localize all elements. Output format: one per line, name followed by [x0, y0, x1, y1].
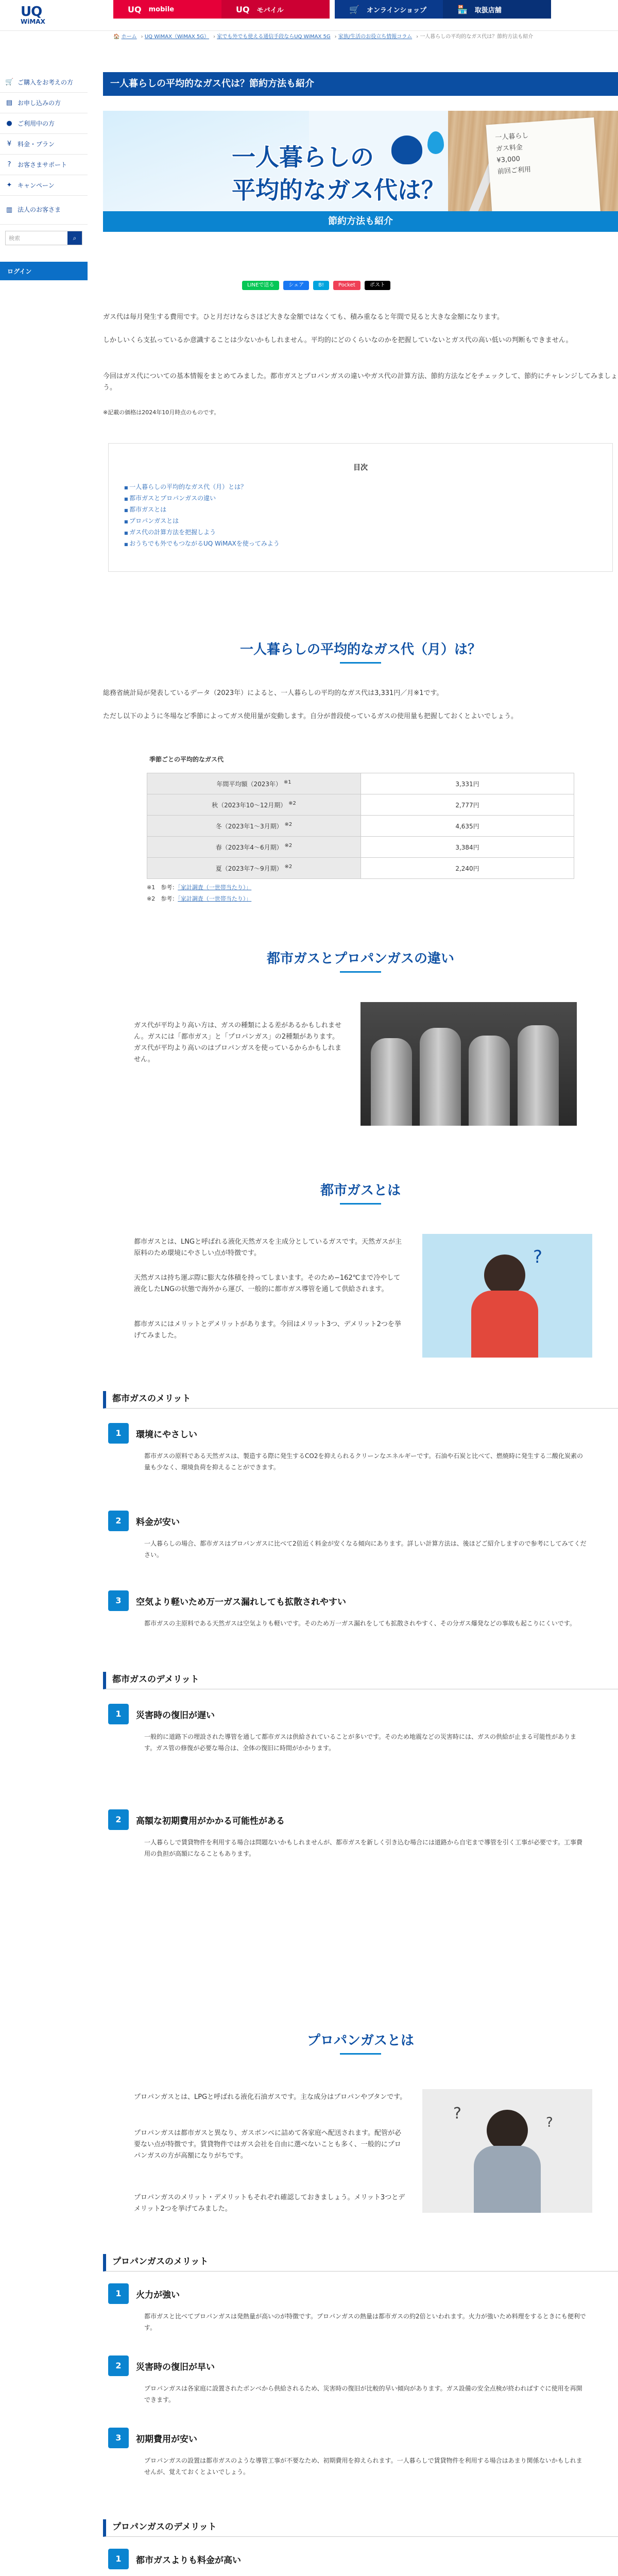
merit-heading — [108, 1510, 180, 1532]
sidebar-item-purchase[interactable] — [0, 72, 88, 93]
toc-item[interactable]: ■ 都市ガスとは — [124, 504, 612, 516]
number-badge: 2 — [108, 1511, 129, 1531]
tab-label: 取扱店舗 — [474, 6, 502, 14]
table-label: 年間平均額（2023年） $^{※1}$ — [147, 773, 361, 794]
gas-cylinders-photo — [360, 1002, 577, 1126]
table-row — [147, 858, 574, 879]
merit-heading — [108, 1422, 197, 1445]
section-paragraph: プロパンガスとは、LPGと呼ばれる液化石油ガスです。主な成分はプロパンやブタンです。 — [134, 2093, 407, 2101]
user-icon: ● — [6, 119, 12, 127]
demerit-heading — [108, 1808, 285, 1831]
tab-label: モバイル — [256, 6, 284, 14]
title-underline — [340, 2053, 381, 2055]
source-link[interactable]: 「家計調査（一世帯当たり）」 — [178, 895, 252, 902]
number-badge: 3 — [108, 1590, 129, 1611]
sidebar-item-support[interactable] — [0, 155, 88, 175]
breadcrumb-home[interactable]: ホーム — [121, 34, 137, 40]
share-hatena-button[interactable]: B! — [313, 281, 329, 290]
share-buttons — [242, 281, 390, 290]
merit-title: 空気より軽いため万一ガス漏れしても拡散されやすい — [136, 1597, 346, 1607]
table-value: 4,635円 — [361, 816, 574, 837]
breadcrumb-column[interactable]: 家族/生活のお役立ち情報コラム — [338, 34, 413, 40]
number-badge: 1 — [108, 2549, 129, 2569]
share-x-button[interactable]: ポスト — [365, 281, 390, 290]
table-value: 2,777円 — [361, 794, 574, 816]
merit-heading — [108, 2282, 180, 2305]
document-icon: ▤ — [6, 98, 13, 107]
hero-image — [103, 111, 618, 232]
toc-item[interactable]: ■ ガス代の計算方法を把握しよう — [124, 527, 612, 538]
source-link[interactable]: 「家計調査（一世帯当たり）」 — [178, 884, 252, 891]
merit-heading — [108, 1589, 346, 1612]
toc-item[interactable]: ■ 一人暮らしの平均的なガス代（月）とは？ — [124, 482, 612, 493]
gas-cost-table — [147, 773, 574, 879]
demerit-title: 高額な初期費用がかかる可能性がある — [136, 1816, 285, 1826]
merit-text: プロパンガスは各家庭に設置されたボンベから供給されるため、災害時の復旧が比較的早い傾向があります。ガス設備の安全点検が終わればすぐに使用を再開できます。 — [144, 2385, 582, 2403]
tab-label: オンラインショップ — [366, 6, 426, 14]
tab-online-shop[interactable] — [335, 0, 443, 19]
sidebar-item-business[interactable] — [0, 196, 88, 225]
hero-subtitle: 節約方法も紹介 — [103, 211, 618, 232]
demerit-text: 一般的に道路下の埋設された導管を通して都市ガスは供給されていることが多いです。そのため地震などの災害時には、ガスの供給が止まる可能性があります。ガス管の修復が必要な場合は、全体の復旧に時間がかかります。 — [144, 1733, 577, 1752]
intro-paragraph: 今回はガス代についての基本情報をまとめてみました。都市ガスとプロパンガスの違いやガス代の計算方法、節約方法などをチェックして、節約にチャレンジしてみましょう。 — [103, 372, 618, 392]
section-title: プロパンガスとは — [306, 2033, 414, 2048]
search-input[interactable]: 検索 — [9, 235, 20, 242]
receipt-line: 前回ご利用 — [497, 165, 531, 176]
toc-list — [124, 482, 612, 550]
receipt-line: ¥3,000 — [496, 155, 521, 165]
section-paragraph: ガス代が平均より高い方は、ガスの種類による差があるかもしれません。ガスには「都市ガス」と「プロパンガス」の2種類があります。ガス代が平均より高いのはプロパンガスを使っているからかもしれません。 — [134, 1022, 342, 1063]
receipt-line: 一人暮らし — [494, 131, 529, 142]
store-icon: 🏪 — [457, 4, 468, 14]
table-label: 冬（2023年1〜3月期） $^{※2}$ — [147, 816, 361, 837]
subsection-heading: プロパンガスのメリット — [103, 2254, 618, 2272]
tab-mark: UQ — [236, 4, 250, 14]
login-button[interactable] — [0, 262, 88, 280]
cart-icon: 🛒 — [5, 78, 14, 86]
section-title: 一人暮らしの平均的なガス代（月）は？ — [239, 642, 481, 657]
cart-icon: 🛒 — [349, 4, 359, 14]
table-caption: 季節ごとの平均的なガス代 — [149, 756, 224, 763]
merit-heading — [108, 2354, 215, 2377]
logo-uq: UQ — [21, 4, 42, 20]
tab-mark: UQ — [128, 4, 142, 14]
intro-paragraph: ガス代は毎月発生する費用です。ひと月だけならさほど大きな金額ではなくても、積み重なると年間で見ると大きな金額になります。 — [103, 313, 504, 321]
header-nav — [113, 0, 551, 19]
sidebar-item-label: 法人のお客さま — [18, 206, 61, 213]
search-icon[interactable]: ⌕ — [67, 231, 82, 245]
demerit-heading — [108, 2548, 241, 2570]
demerit-heading — [108, 1703, 215, 1725]
logo-wimax: WiMAX — [21, 18, 45, 25]
table-label: 秋（2023年10〜12月期） $^{※2}$ — [147, 794, 361, 816]
title-underline — [340, 662, 381, 664]
title-underline — [340, 971, 381, 973]
sidebar-item-plans[interactable] — [0, 134, 88, 155]
tab-uq-mobile-jp[interactable] — [221, 0, 330, 19]
number-badge: 3 — [108, 2428, 129, 2448]
merit-title: 環境にやさしい — [136, 1429, 197, 1440]
subsection-heading: 都市ガスのデメリット — [103, 1672, 618, 1689]
toc-item[interactable]: ■ 都市ガスとプロパンガスの違い — [124, 493, 612, 504]
merit-title: 災害時の復旧が早い — [136, 2362, 215, 2372]
thinking-woman-photo — [422, 1234, 592, 1358]
table-row — [147, 816, 574, 837]
page-title: 一人暮らしの平均的なガス代は？節約方法も紹介 — [103, 72, 618, 96]
toc-item[interactable]: ■ プロパンガスとは — [124, 516, 612, 527]
section-paragraph: プロパンガスは都市ガスと異なり、ガスボンベに詰めて各家庭へ配送されます。配管が必要ない点が特徴です。賃貸物件ではガス会社を自由に選べないことも多く、一般的にプロパンガスの方が高額になりがちです。 — [134, 2129, 401, 2160]
title-underline — [340, 1203, 381, 1205]
question-mark-icon: ? — [533, 1247, 543, 1267]
sidebar-item-label: ご利用中の方 — [18, 120, 55, 127]
table-of-contents — [108, 443, 613, 572]
merit-title: 料金が安い — [136, 1517, 180, 1528]
receipt-image — [486, 117, 601, 223]
section-title: 都市ガスとは — [320, 1183, 401, 1198]
section-paragraph: 都市ガスにはメリットとデメリットがあります。今回はメリット3つ、デメリット2つを挙げてみました。 — [134, 1320, 401, 1340]
receipt-line: ガス料金 — [495, 143, 523, 154]
section-paragraph: 都市ガスとは、LNGと呼ばれる液化天然ガスを主成分としているガスです。天然ガスが主原料のため環境にやさしい点が特徴です。 — [134, 1238, 402, 1257]
merit-text: 一人暮らしの場合、都市ガスはプロパンガスに比べて2倍近く料金が安くなる傾向にあります。詳しい計算方法は、後ほどご紹介しますので参考にしてみてください。 — [144, 1540, 587, 1558]
table-row — [147, 773, 574, 794]
section-paragraph: プロパンガスのメリット・デメリットもそれぞれ確認しておきましょう。メリット3つとデメリット2つを挙げてみました。 — [134, 2194, 405, 2213]
sidebar-item-users[interactable] — [0, 113, 88, 134]
money-bag-icon — [391, 135, 422, 164]
merit-text: 都市ガスの主原料である天然ガスは空気よりも軽いです。そのため万一ガス漏れをしても拡散されやすく、その分ガス爆発などの事故も起こりにくいです。 — [144, 1620, 576, 1627]
breadcrumb-5g[interactable]: 家でも外でも使える通信手段ならUQ WiMAX 5G — [217, 34, 331, 40]
merit-text: プロパンガスの設置は都市ガスのような導管工事が不要なため、初期費用を抑えられます。一人暮らしで賃貸物件を利用する場合はあまり関係ないかもしれませんが、覚えておくとよいでしょう。 — [144, 2457, 582, 2476]
sidebar-item-apply[interactable] — [0, 93, 88, 113]
number-badge: 1 — [108, 2283, 129, 2304]
building-icon: ▥ — [6, 206, 13, 214]
site-header — [0, 0, 618, 31]
subsection-heading: プロパンガスのデメリット — [103, 2519, 618, 2537]
table-row — [147, 837, 574, 858]
toc-title: 目次 — [353, 464, 368, 472]
question-mark-icon: ? — [453, 2105, 461, 2123]
share-facebook-button[interactable]: シェア — [283, 281, 309, 290]
intro-paragraph: しかしいくら支払っているか意識することは少ないかもしれません。平均的にどのくらいなのかを把握していないとガス代の高い低いの判断もできません。 — [103, 336, 573, 344]
sidebar — [0, 72, 88, 280]
merit-heading — [108, 2427, 197, 2449]
table-label: 春（2023年4〜6月期） $^{※2}$ — [147, 837, 361, 858]
table-label: 夏（2023年7〜9月期） $^{※2}$ — [147, 858, 361, 879]
hero-title-line: 一人暮らしの — [232, 143, 374, 171]
breadcrumb: 🏠 ホーム › UQ WiMAX（WiMAX 5G） › 家でも外でも使える通信手段ならUQ WiMAX 5G › 家族/生活のお役立ち情報コラム › 一人暮らしの平均的なガス代は？節約方法も紹介 — [113, 34, 534, 40]
tab-stores[interactable] — [443, 0, 551, 19]
sidebar-item-campaign[interactable] — [0, 175, 88, 196]
uq-wimax-logo[interactable] — [21, 5, 52, 26]
number-badge: 2 — [108, 1809, 129, 1830]
gift-icon: ✦ — [6, 181, 12, 189]
section-paragraph: ただし以下のように冬場など季節によってガス使用量が変動します。自分が普段使っているガスの使用量も把握しておくとよいでしょう。 — [103, 713, 518, 720]
breadcrumb-uq-wimax[interactable]: UQ WiMAX（WiMAX 5G） — [144, 34, 210, 40]
support-icon: ? — [7, 160, 11, 168]
number-badge: 1 — [108, 1423, 129, 1444]
login-label: ログイン — [7, 267, 32, 275]
tab-label: mobile — [148, 5, 175, 13]
merit-text: 都市ガスの原料である天然ガスは、製造する際に発生するCO2を抑えられるクリーンなエネルギーです。石油や石炭と比べて、燃焼時に発生する二酸化炭素の量も少なく、環境負荷を抑えることができます。 — [144, 1452, 583, 1471]
thinking-woman-photo — [422, 2089, 592, 2213]
table-value: 2,240円 — [361, 858, 574, 879]
question-mark-icon: ? — [546, 2115, 553, 2130]
price-note: ※記載の価格は2024年10月時点のものです。 — [103, 409, 220, 416]
section-title: 都市ガスとプロパンガスの違い — [266, 951, 454, 967]
share-pocket-button[interactable]: Pocket — [333, 281, 360, 290]
sidebar-search[interactable] — [5, 231, 82, 245]
toc-item[interactable]: ■ おうちでも外でもつながるUQ WiMAXを使ってみよう — [124, 538, 612, 550]
flame-icon — [427, 131, 444, 154]
table-notes: ※1 参考：「家計調査（一世帯当たり）」 ※2 参考：「家計調査（一世帯当たり）」 — [147, 884, 252, 902]
number-badge: 1 — [108, 1704, 129, 1724]
demerit-text: 一人暮らしで賃貸物件を利用する場合は問題ないかもしれませんが、都市ガスを新しく引き込む場合には道路から自宅まで導管を引く工事が必要です。工事費用の負担が高額になることもあります。 — [144, 1839, 583, 1857]
breadcrumb-current: 一人暮らしの平均的なガス代は？節約方法も紹介 — [420, 34, 534, 40]
section-paragraph: 天然ガスは持ち運ぶ際に膨大な体積を持ってしまいます。そのため−162℃まで冷やして液化したLNGの状態で海外から運び、一般的に都市ガス導管を通して供給されます。 — [134, 1274, 401, 1293]
sidebar-item-label: 料金・プラン — [18, 141, 55, 148]
table-value: 3,384円 — [361, 837, 574, 858]
table-row — [147, 794, 574, 816]
sidebar-item-label: キャンペーン — [18, 182, 55, 189]
hero-title-line: 平均的なガス代は？ — [232, 176, 445, 204]
sidebar-item-label: お申し込みの方 — [18, 99, 61, 107]
section-paragraph: 総務省統計局が発表しているデータ（2023年）によると、一人暮らしの平均的なガス代は3,331円／月※1です。 — [103, 689, 443, 697]
share-line-button[interactable]: LINEで送る — [242, 281, 279, 290]
sidebar-item-label: お客さまサポート — [18, 161, 67, 168]
table-value: 3,331円 — [361, 773, 574, 794]
yen-icon: ¥ — [7, 140, 12, 148]
number-badge: 2 — [108, 2355, 129, 2376]
merit-text: 都市ガスと比べてプロパンガスは発熱量が高いのが特徴です。プロパンガスの熱量は都市ガスの約2倍といわれます。火力が強いため料理をするときにも便利です。 — [144, 2313, 586, 2331]
subsection-heading: 都市ガスのメリット — [103, 1391, 618, 1409]
demerit-title: 災害時の復旧が遅い — [136, 1710, 215, 1721]
tab-uq-mobile[interactable] — [113, 0, 221, 19]
demerit-title: 都市ガスよりも料金が高い — [136, 2555, 241, 2566]
sidebar-item-label: ご購入をお考えの方 — [18, 79, 74, 86]
merit-title: 火力が強い — [136, 2290, 180, 2300]
merit-title: 初期費用が安い — [136, 2434, 197, 2445]
